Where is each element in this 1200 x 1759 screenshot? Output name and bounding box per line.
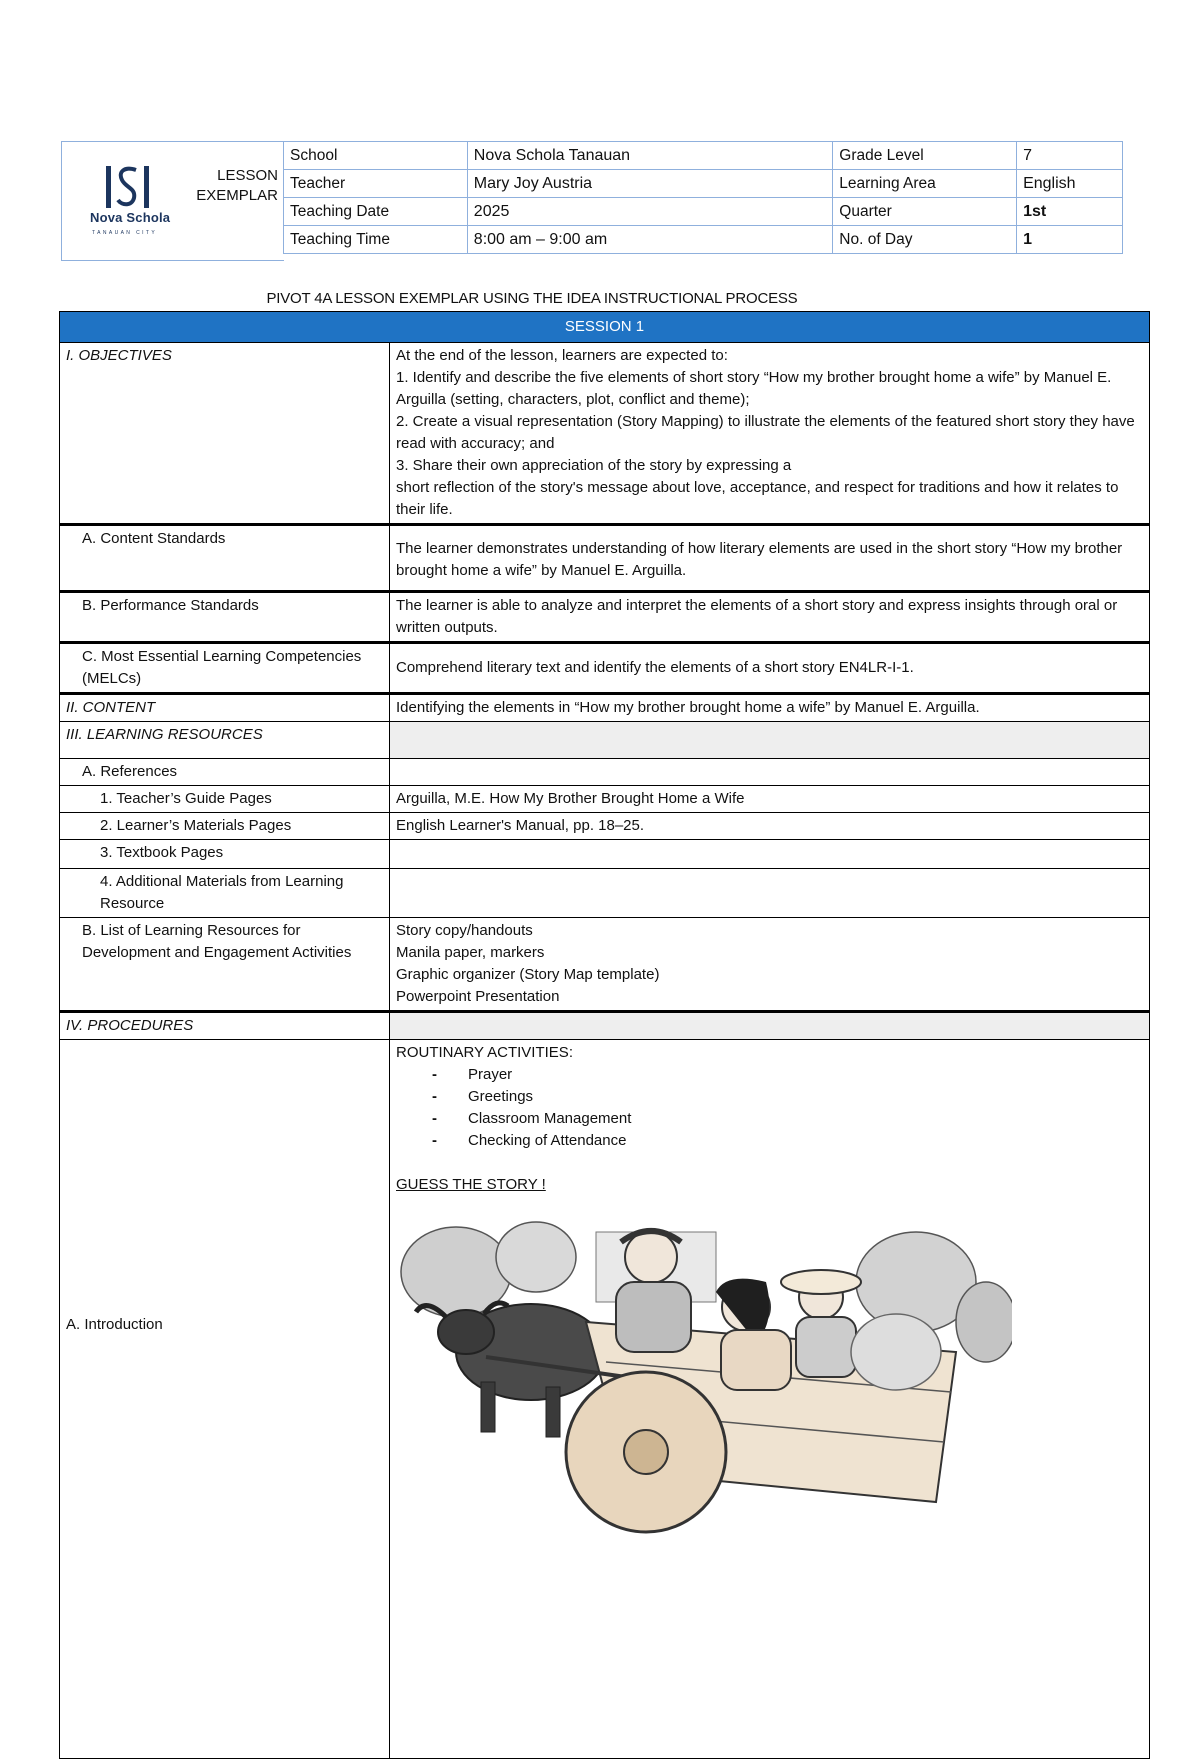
logo-cell <box>61 141 284 261</box>
info-label: School <box>284 142 468 170</box>
content-text: Identifying the elements in “How my brother brought home a wife” by Manuel E. Arguilla. <box>390 694 1150 722</box>
resource-list-label-text: B. List of Learning Resources for Development and Engagement Activities <box>82 922 352 961</box>
info-row-school <box>284 142 1123 170</box>
list-item: - Greetings <box>432 1086 1143 1108</box>
melcs-text: Comprehend literary text and identify the elements of a short story EN4LR-I-1. <box>390 643 1150 694</box>
list-item: - Checking of Attendance <box>432 1130 1143 1152</box>
info-row-time <box>284 226 1123 254</box>
info-label: Learning Area <box>833 170 1017 198</box>
info-label: Grade Level <box>833 142 1017 170</box>
routinary-list <box>396 1064 1143 1152</box>
procedures-row <box>60 1012 1150 1040</box>
objective-item: 3. Share their own appreciation of the story by expressing a <box>396 457 792 474</box>
learners-materials-label: 2. Learner’s Materials Pages <box>60 813 390 840</box>
session-title: SESSION 1 <box>60 312 1150 343</box>
learning-resources-row <box>60 722 1150 759</box>
content-row <box>60 694 1150 722</box>
info-value: 8:00 am – 9:00 am <box>467 226 832 254</box>
info-value: 2025 <box>467 198 832 226</box>
procedures-empty <box>390 1012 1150 1040</box>
list-item: - Classroom Management <box>432 1108 1143 1130</box>
references-row <box>60 759 1150 786</box>
list-item: - Prayer <box>432 1064 1143 1086</box>
routinary-activities-label: ROUTINARY ACTIVITIES: <box>396 1044 573 1061</box>
info-value: Mary Joy Austria <box>467 170 832 198</box>
carabao-cart-illustration <box>396 1202 1012 1562</box>
nova-schola-logo-icon <box>104 162 152 214</box>
objectives-label: I. OBJECTIVES <box>60 343 390 525</box>
resource-list-label <box>60 918 390 1012</box>
content-standards-row <box>60 525 1150 592</box>
objectives-row <box>60 343 1150 525</box>
textbook-value <box>390 840 1150 869</box>
info-label: Teacher <box>284 170 468 198</box>
teachers-guide-label: 1. Teacher’s Guide Pages <box>60 786 390 813</box>
info-value: 1 <box>1017 226 1123 254</box>
info-value: Nova Schola Tanauan <box>467 142 832 170</box>
document-title: PIVOT 4A LESSON EXEMPLAR USING THE IDEA INSTRUCTIONAL PROCESS <box>266 290 798 307</box>
performance-standards-text: The learner is able to analyze and interpret the elements of a short story and express insights through oral or written outputs. <box>390 592 1150 643</box>
learners-materials-value: English Learner's Manual, pp. 18–25. <box>390 813 1150 840</box>
guess-the-story-label: GUESS THE STORY ! <box>396 1176 546 1193</box>
info-value: 7 <box>1017 142 1123 170</box>
introduction-row <box>60 1040 1150 1759</box>
resource-list-row <box>60 918 1150 1012</box>
melcs-label-text: C. Most Essential Learning Competencies (MELCs) <box>82 648 362 687</box>
references-label: A. References <box>60 759 390 786</box>
textbook-row <box>60 840 1150 869</box>
info-row-date <box>284 198 1123 226</box>
introduction-label: A. Introduction <box>60 1040 390 1759</box>
additional-materials-row <box>60 869 1150 918</box>
introduction-content <box>390 1040 1150 1759</box>
objective-item: 2. Create a visual representation (Story Mapping) to illustrate the elements of the featured short story they have read with accuracy; and <box>396 413 1135 452</box>
teachers-guide-value: Arguilla, M.E. How My Brother Brought Home a Wife <box>390 786 1150 813</box>
learners-materials-row <box>60 813 1150 840</box>
resource-item: Story copy/handouts <box>396 922 533 939</box>
info-label: Quarter <box>833 198 1017 226</box>
info-label: Teaching Date <box>284 198 468 226</box>
performance-standards-row <box>60 592 1150 643</box>
procedures-label: IV. PROCEDURES <box>60 1012 390 1040</box>
additional-materials-value <box>390 869 1150 918</box>
logo-name: Nova Schola <box>90 210 171 225</box>
resource-item: Powerpoint Presentation <box>396 988 560 1005</box>
lesson-info-table <box>283 141 1123 254</box>
textbook-label: 3. Textbook Pages <box>60 840 390 869</box>
session-bar <box>60 312 1150 343</box>
content-standards-label: A. Content Standards <box>60 525 390 592</box>
info-label: Teaching Time <box>284 226 468 254</box>
objectives-intro: At the end of the lesson, learners are expected to: <box>396 347 728 364</box>
objective-item: 1. Identify and describe the five elements of short story “How my brother brought home a wife” by Manuel E. Arguilla (setting, characters, plot, conflict and theme); <box>396 369 1112 408</box>
lesson-exemplar-label: LESSON EXEMPLAR <box>196 167 278 204</box>
references-empty <box>390 759 1150 786</box>
content-standards-text: The learner demonstrates understanding of how literary elements are used in the short story “How my brother brought home a wife” by Manuel E. Arguilla. <box>390 525 1150 592</box>
learning-resources-empty <box>390 722 1150 759</box>
melcs-row <box>60 643 1150 694</box>
additional-materials-label: 4. Additional Materials from Learning Resource <box>60 869 390 918</box>
info-value: 1st <box>1017 198 1123 226</box>
logo-subtitle: TANAUAN CITY <box>92 230 158 236</box>
lesson-plan-table <box>59 311 1150 1759</box>
info-row-teacher <box>284 170 1123 198</box>
info-value: English <box>1017 170 1123 198</box>
content-label: II. CONTENT <box>60 694 390 722</box>
lesson-header <box>61 141 1123 263</box>
objectives-content <box>390 343 1150 525</box>
info-label: No. of Day <box>833 226 1017 254</box>
performance-standards-label: B. Performance Standards <box>60 592 390 643</box>
learning-resources-label: III. LEARNING RESOURCES <box>60 722 390 759</box>
resource-list <box>390 918 1150 1012</box>
melcs-label <box>60 643 390 694</box>
resource-item: Manila paper, markers <box>396 944 545 961</box>
teachers-guide-row <box>60 786 1150 813</box>
resource-item: Graphic organizer (Story Map template) <box>396 966 660 983</box>
objective-item: short reflection of the story's message about love, acceptance, and respect for traditions and how it relates to their life. <box>396 479 1119 518</box>
